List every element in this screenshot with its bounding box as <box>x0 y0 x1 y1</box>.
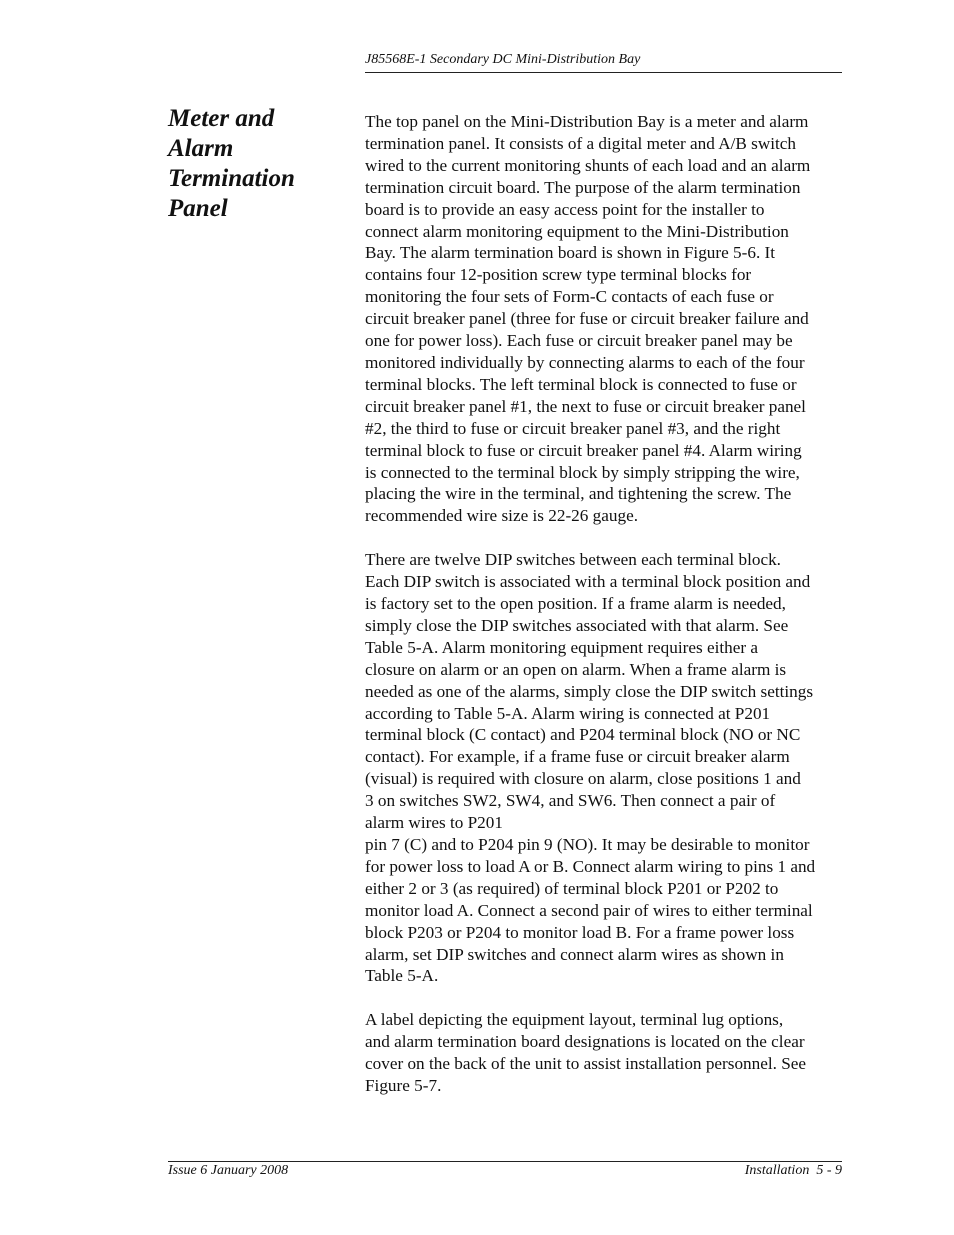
section-body <box>365 111 843 1119</box>
section-heading-text: Meter and Alarm Termination Panel <box>168 105 295 222</box>
paragraph-meter-panel: The top panel on the Mini-Distribution Bay is a meter and alarm termination panel. It consists of a digital meter and A/B switch wired to the current monitoring shunts of each load and an alarm termination circuit board. The purpose of the alarm termination board is to provide an easy access point for the installer to connect alarm monitoring equipment to the Mini-Distribution Bay. The alarm termination board is shown in Figure 5-6. It contains four 12-position screw type terminal blocks for monitoring the four sets of Form-C contacts of each fuse or circuit breaker panel (three for fuse or circuit breaker failure and one for power loss). Each fuse or circuit breaker panel may be monitored individually by connecting alarms to each of the four terminal blocks. The left terminal block is connected to fuse or circuit breaker panel #1, the next to fuse or circuit breaker panel #2, the third to fuse or circuit breaker panel #3, and the right terminal block to fuse or circuit breaker panel #4. Alarm wiring is connected to the terminal block by simply stripping the wire, placing the wire in the terminal, and tightening the screw. The recommended wire size is 22-26 gauge. <box>365 112 811 526</box>
running-header-title: J85568E-1 Secondary DC Mini-Distribution Bay <box>365 52 641 67</box>
paragraph-dip-switches: There are twelve DIP switches between each terminal block. Each DIP switch is associated with a terminal block position and is factory set to the open position. If a frame alarm is needed, simply close the DIP switches associated with that alarm. See Table 5-A. Alarm monitoring equipment requires either a closure on alarm or an open on alarm. When a frame alarm is needed as one of the alarms, simply close the DIP switch settings according to Table 5-A. Alarm wiring is connected at P201 terminal block (C contact) and P204 terminal block (NO or NC contact). For example, if a frame fuse or circuit breaker alarm (visual) is required with closure on alarm, close positions 1 and 3 on switches SW2, SW4, and SW6. Then connect a pair of alarm wires to P201 pin 7 (C) and to P204 pin 9 (NO). It may be desirable to monitor for power loss to load A or B. Connect alarm wiring to pins 1 and either 2 or 3 (as required) of terminal block P201 or P202 to monitor load A. Connect a second pair of wires to either terminal block P203 or P204 to monitor load B. For a frame power loss alarm, set DIP switches and connect alarm wires as shown in Table 5-A. <box>365 550 816 986</box>
footer-divider <box>168 1161 842 1162</box>
paragraph-equipment-label: A label depicting the equipment layout, terminal lug options, and alarm termination board designations is located on the clear cover on the back of the unit to assist installation personnel. See Figure 5-7. <box>365 1010 807 1096</box>
section-heading <box>168 104 343 224</box>
footer-issue-date: Issue 6 January 2008 <box>168 1163 289 1178</box>
footer-page-number: Installation 5 - 9 <box>744 1163 842 1178</box>
header-divider <box>365 72 842 73</box>
